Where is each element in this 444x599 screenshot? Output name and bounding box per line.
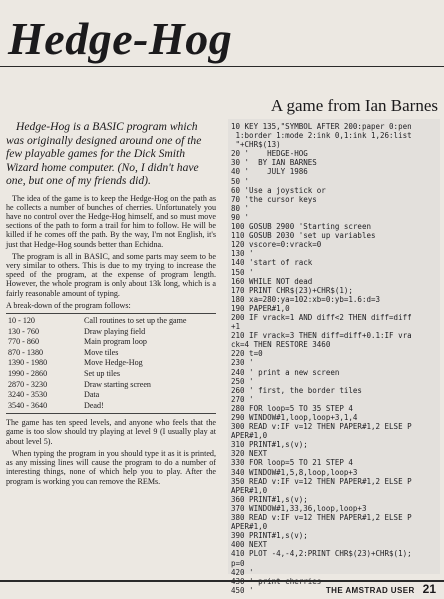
range-description: Draw playing field: [84, 326, 146, 336]
breakdown-row: [6, 390, 216, 401]
range-description: Move tiles: [84, 347, 119, 357]
article-text-column: [6, 120, 216, 489]
body-text: [6, 194, 216, 486]
article-title: Hedge-Hog: [8, 13, 233, 64]
basic-program-listing: 10 KEY 135,"SYMBOL AFTER 200:paper 0:pen 1:border 1:mode 2:ink 0,1:ink 1,26:list "+CHR$(13) 20 ' HEDGE-HOG 30 ' BY IAN BARNES 40 ' JULY 1986 50 ' 60 'Use a joystick or 70 'the cursor keys 80 ' 90 ' 100 GOSUB 2900 'Starting screen 110 GOSUB 2030 'set up variables 120 vscore=0:vrack=0 130 ' 140 'start of rack 150 ' 160 WHILE NOT dead 170 PRINT CHR$(23)+CHR$(1); 180 xa=280:ya=102:xb=0:yb=1.6:d=3 190 PAPER#1,0 200 IF vrack=1 AND diff<2 THEN diff=diff +1 210 IF vrack=3 THEN diff=diff+0.1:IF vra ck=4 THEN RESTORE 3460 220 t=0 230 ' 240 ' print a new screen 250 ' 260 ' first, the border tiles 270 ' 280 FOR loop=5 TO 35 STEP 4 290 WINDOW#1,loop,loop+3,1,4 300 READ v:IF v=12 THEN PAPER#1,2 ELSE P APER#1,0 310 PRINT#1,s(v); 320 NEXT 330 FOR loop=5 TO 21 STEP 4 340 WINDOW#1,5,8,loop,loop+3 350 READ v:IF v=12 THEN PAPER#1,2 ELSE P APER#1,0 360 PRINT#1,s(v); 370 WINDOW#1,33,36,loop,loop+3 380 READ v:IF v=12 THEN PAPER#1,2 ELSE P APER#1,0 390 PRINT#1,s(v); 400 NEXT 410 PLOT -4,-4,2:PRINT CHR$(23)+CHR$(1); p=0 420 ' 430 ' print cherries 450 ': [231, 122, 412, 595]
breakdown-row: [6, 401, 216, 412]
article-subtitle: A game from Ian Barnes: [270, 96, 438, 115]
body-paragraph: The program is all in BASIC, and some parts may seem to be very similar to others. This is due to my trying to increase the speed of the program, at the expense of program length. However, the whole program is only about 13k long, which is a fairly reasonable amount of typing.: [6, 251, 216, 298]
body-paragraph: The idea of the game is to keep the Hedge-Hog on the path as he collects a number of bunches of cherries. Unfortunately you have no control over the Hedge-Hog himself, and so must move sections of the path to form a trail for him to follow. He will be killed if he comes off the path. By the way, I'm not English, it's just that Hedge-Hog sounds better than Echidna.: [6, 193, 216, 249]
line-range: 10 - 120: [8, 315, 35, 325]
page-number: 21: [422, 582, 436, 596]
body-paragraph: A break-down of the program follows:: [6, 300, 131, 310]
line-range: 1990 - 2860: [8, 368, 48, 378]
range-description: Draw starting screen: [84, 379, 151, 389]
range-description: Move Hedge-Hog: [84, 358, 143, 368]
magazine-name: THE AMSTRAD USER: [325, 586, 415, 595]
breakdown-row: [6, 358, 216, 369]
breakdown-row: [6, 369, 216, 380]
body-paragraph: The game has ten speed levels, and anyone who feels that the game is too slow should try playing at level 9 (I usually play at about level 5).: [6, 418, 216, 446]
range-description: Call routines to set up the game: [84, 315, 187, 325]
range-description: Main program loop: [84, 337, 147, 347]
program-breakdown-table: [6, 313, 216, 414]
intro-paragraph: Hedge-Hog is a BASIC program which was originally designed around one of the few playable games for the Dick Smith Wizard home computer. (No, I didn't have one, but one of my friends did).: [6, 120, 202, 187]
body-paragraph: When typing the program in you should type it as it is printed, as any missing lines will cause the program to do a number of interesting things, none of which help you to play. After the program is working you can remove the REMs.: [6, 448, 216, 486]
breakdown-row: [6, 348, 216, 359]
range-description: Data: [84, 390, 100, 400]
breakdown-row: [6, 316, 216, 327]
line-range: 3240 - 3530: [8, 390, 48, 400]
breakdown-row: [6, 337, 216, 348]
line-range: 870 - 1380: [8, 347, 44, 357]
range-description: Dead!: [84, 400, 104, 410]
line-range: 1390 - 1980: [8, 358, 48, 368]
line-range: 130 - 760: [8, 326, 40, 336]
header-rule: [0, 66, 444, 67]
line-range: 2870 - 3230: [8, 379, 48, 389]
breakdown-row: [6, 380, 216, 391]
line-range: 3540 - 3640: [8, 400, 48, 410]
page-footer: [326, 582, 436, 596]
range-description: Set up tiles: [84, 368, 120, 378]
breakdown-row: [6, 327, 216, 338]
line-range: 770 - 860: [8, 337, 40, 347]
